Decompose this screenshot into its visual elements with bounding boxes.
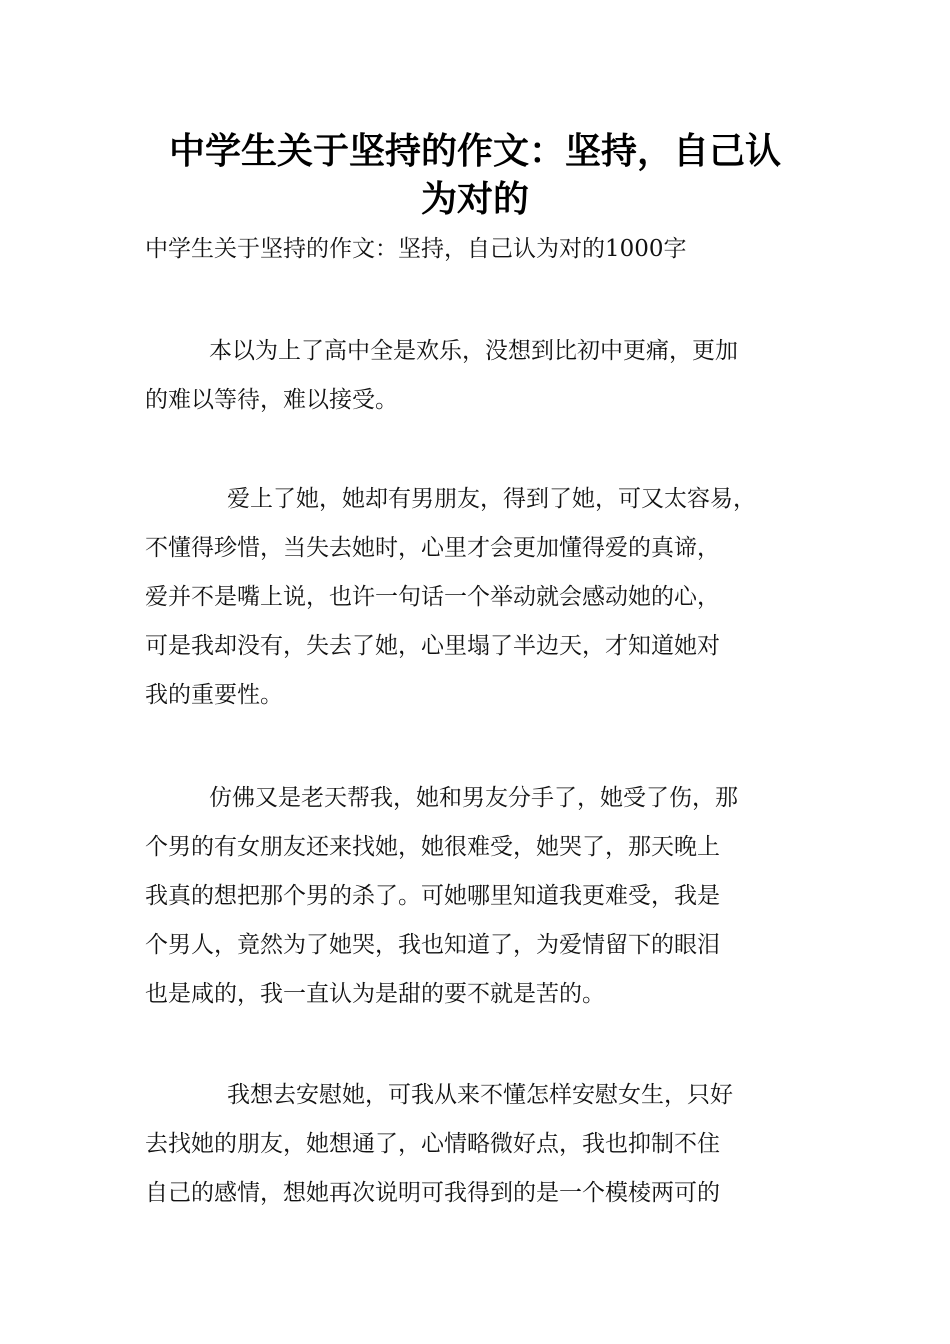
paragraph-line: 个男人，竟然为了她哭，我也知道了，为爱情留下的眼泪	[145, 932, 720, 958]
paragraph-line: 我想去安慰她，可我从来不懂怎样安慰女生，只好	[227, 1082, 733, 1108]
paragraph-line: 可是我却没有，失去了她，心里塌了半边天，才知道她对	[145, 633, 720, 659]
title-line: 为对的	[420, 179, 529, 220]
paragraph-line: 我的重要性。	[145, 682, 283, 708]
paragraph-line: 本以为上了高中全是欢乐，没想到比初中更痛，更加	[209, 338, 738, 364]
paragraph-line: 爱并不是嘴上说，也许一句话一个举动就会感动她的心，	[145, 584, 720, 610]
paragraph-line: 我真的想把那个男的杀了。可她哪里知道我更难受，我是	[145, 883, 720, 909]
paragraph	[145, 475, 825, 720]
paragraph	[145, 774, 825, 1019]
paragraph	[145, 1071, 825, 1218]
paragraph-line: 个男的有女朋友还来找她，她很难受，她哭了，那天晚上	[145, 834, 720, 860]
paragraph-line: 不懂得珍惜，当失去她时，心里才会更加懂得爱的真谛，	[145, 535, 720, 561]
paragraph-line: 爱上了她，她却有男朋友，得到了她，可又太容易，	[227, 486, 756, 512]
paragraph-line: 也是咸的，我一直认为是甜的要不就是苦的。	[145, 981, 605, 1007]
paragraph-line: 仿佛又是老天帮我，她和男友分手了，她受了伤，那	[209, 785, 738, 811]
title-line: 中学生关于坚持的作文：坚持，自己认	[168, 131, 781, 172]
document-title	[120, 128, 830, 224]
document-subtitle: 中学生关于坚持的作文：坚持，自己认为对的1000字	[145, 236, 687, 262]
paragraph-line: 的难以等待，难以接受。	[145, 387, 398, 413]
paragraph	[145, 327, 825, 425]
paragraph-line: 去找她的朋友，她想通了，心情略微好点，我也抑制不住	[145, 1131, 720, 1157]
paragraph-line: 自己的感情，想她再次说明可我得到的是一个模棱两可的	[145, 1180, 720, 1206]
